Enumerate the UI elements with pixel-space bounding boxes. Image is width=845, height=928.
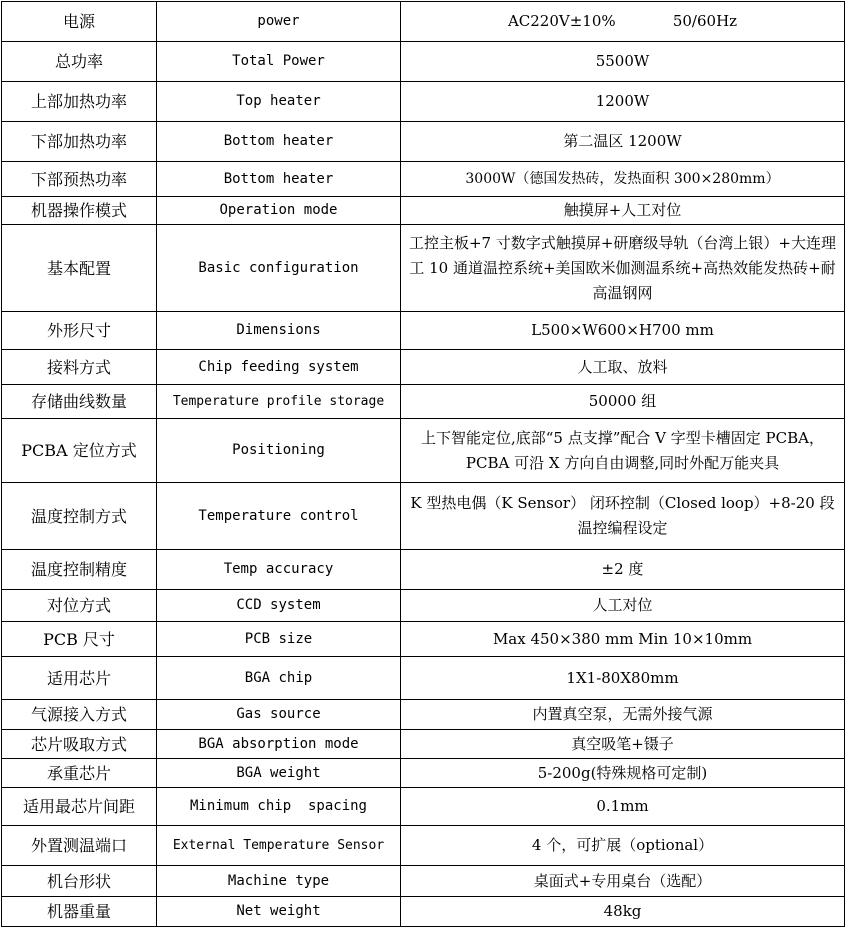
- spec-value: 工控主板+7 寸数字式触摸屏+研磨级导轨（台湾上银）+大连理工 10 通道温控系统+美国欧米伽测温系统+高热效能发热砖+耐高温钢网: [401, 225, 845, 312]
- label-en: power: [157, 2, 401, 42]
- label-en: Top heater: [157, 82, 401, 122]
- label-cn: 下部预热功率: [2, 162, 157, 197]
- label-en: Net weight: [157, 897, 401, 927]
- table-row: [2, 483, 845, 550]
- spec-table: [1, 1, 845, 927]
- label-en: BGA absorption mode: [157, 730, 401, 759]
- spec-value: 0.1mm: [401, 788, 845, 826]
- table-row: [2, 657, 845, 700]
- label-cn: 机台形状: [2, 866, 157, 897]
- table-row: [2, 622, 845, 657]
- spec-value: 5-200g(特殊规格可定制): [401, 759, 845, 788]
- table-row: [2, 419, 845, 483]
- label-cn: 下部加热功率: [2, 122, 157, 162]
- spec-value: 4 个，可扩展（optional）: [401, 826, 845, 866]
- label-en: Positioning: [157, 419, 401, 483]
- spec-value: 上下智能定位,底部“5 点支撑”配合 V 字型卡槽固定 PCBA，PCBA 可沿 X 方向自由调整,同时外配万能夹具: [401, 419, 845, 483]
- table-row: [2, 42, 845, 82]
- label-cn: 气源接入方式: [2, 700, 157, 730]
- table-row: [2, 897, 845, 927]
- table-row: [2, 826, 845, 866]
- spec-value: Max 450×380 mm Min 10×10mm: [401, 622, 845, 657]
- table-row: [2, 730, 845, 759]
- label-en: External Temperature Sensor: [157, 826, 401, 866]
- label-cn: 存储曲线数量: [2, 385, 157, 419]
- label-en: Bottom heater: [157, 122, 401, 162]
- label-en: Basic configuration: [157, 225, 401, 312]
- spec-value: 人工取、放料: [401, 350, 845, 385]
- label-en: PCB size: [157, 622, 401, 657]
- table-row: [2, 866, 845, 897]
- label-en: BGA chip: [157, 657, 401, 700]
- label-cn: 外置测温端口: [2, 826, 157, 866]
- spec-value: 真空吸笔+镊子: [401, 730, 845, 759]
- label-cn: 机器操作模式: [2, 197, 157, 225]
- spec-value: 内置真空泵，无需外接气源: [401, 700, 845, 730]
- label-cn: 芯片吸取方式: [2, 730, 157, 759]
- table-row: [2, 700, 845, 730]
- label-en: Temp accuracy: [157, 550, 401, 590]
- table-row: [2, 788, 845, 826]
- spec-value: 3000W（德国发热砖，发热面积 300×280mm）: [401, 162, 845, 197]
- spec-value: AC220V±10% 50/60Hz: [401, 2, 845, 42]
- label-cn: 电源: [2, 2, 157, 42]
- label-cn: 外形尺寸: [2, 312, 157, 350]
- label-en: Gas source: [157, 700, 401, 730]
- table-row: [2, 312, 845, 350]
- spec-value: 50000 组: [401, 385, 845, 419]
- spec-value: K 型热电偶（K Sensor） 闭环控制（Closed loop）+8-20 段温控编程设定: [401, 483, 845, 550]
- spec-value: 第二温区 1200W: [401, 122, 845, 162]
- table-row: [2, 122, 845, 162]
- table-row: [2, 590, 845, 622]
- table-row: [2, 550, 845, 590]
- spec-value: 桌面式+专用桌台（选配）: [401, 866, 845, 897]
- table-row: [2, 759, 845, 788]
- label-en: Chip feeding system: [157, 350, 401, 385]
- label-en: BGA weight: [157, 759, 401, 788]
- label-cn: 机器重量: [2, 897, 157, 927]
- label-cn: PCB 尺寸: [2, 622, 157, 657]
- label-cn: PCBA 定位方式: [2, 419, 157, 483]
- label-en: Temperature profile storage: [157, 385, 401, 419]
- label-cn: 接料方式: [2, 350, 157, 385]
- spec-value: 人工对位: [401, 590, 845, 622]
- label-en: Bottom heater: [157, 162, 401, 197]
- label-cn: 承重芯片: [2, 759, 157, 788]
- label-cn: 温度控制精度: [2, 550, 157, 590]
- label-cn: 对位方式: [2, 590, 157, 622]
- label-en: Temperature control: [157, 483, 401, 550]
- label-cn: 基本配置: [2, 225, 157, 312]
- label-cn: 适用最芯片间距: [2, 788, 157, 826]
- label-en: Dimensions: [157, 312, 401, 350]
- table-row: [2, 2, 845, 42]
- spec-value: L500×W600×H700 mm: [401, 312, 845, 350]
- label-en: Operation mode: [157, 197, 401, 225]
- spec-value: 48kg: [401, 897, 845, 927]
- spec-value: ±2 度: [401, 550, 845, 590]
- table-row: [2, 385, 845, 419]
- table-row: [2, 162, 845, 197]
- table-row: [2, 350, 845, 385]
- spec-value: 5500W: [401, 42, 845, 82]
- label-en: Minimum chip spacing: [157, 788, 401, 826]
- table-row: [2, 225, 845, 312]
- label-cn: 总功率: [2, 42, 157, 82]
- label-en: Machine type: [157, 866, 401, 897]
- spec-value: 1200W: [401, 82, 845, 122]
- spec-value: 触摸屏+人工对位: [401, 197, 845, 225]
- spec-value: 1X1-80X80mm: [401, 657, 845, 700]
- label-en: Total Power: [157, 42, 401, 82]
- label-en: CCD system: [157, 590, 401, 622]
- label-cn: 适用芯片: [2, 657, 157, 700]
- table-row: [2, 197, 845, 225]
- table-row: [2, 82, 845, 122]
- label-cn: 上部加热功率: [2, 82, 157, 122]
- label-cn: 温度控制方式: [2, 483, 157, 550]
